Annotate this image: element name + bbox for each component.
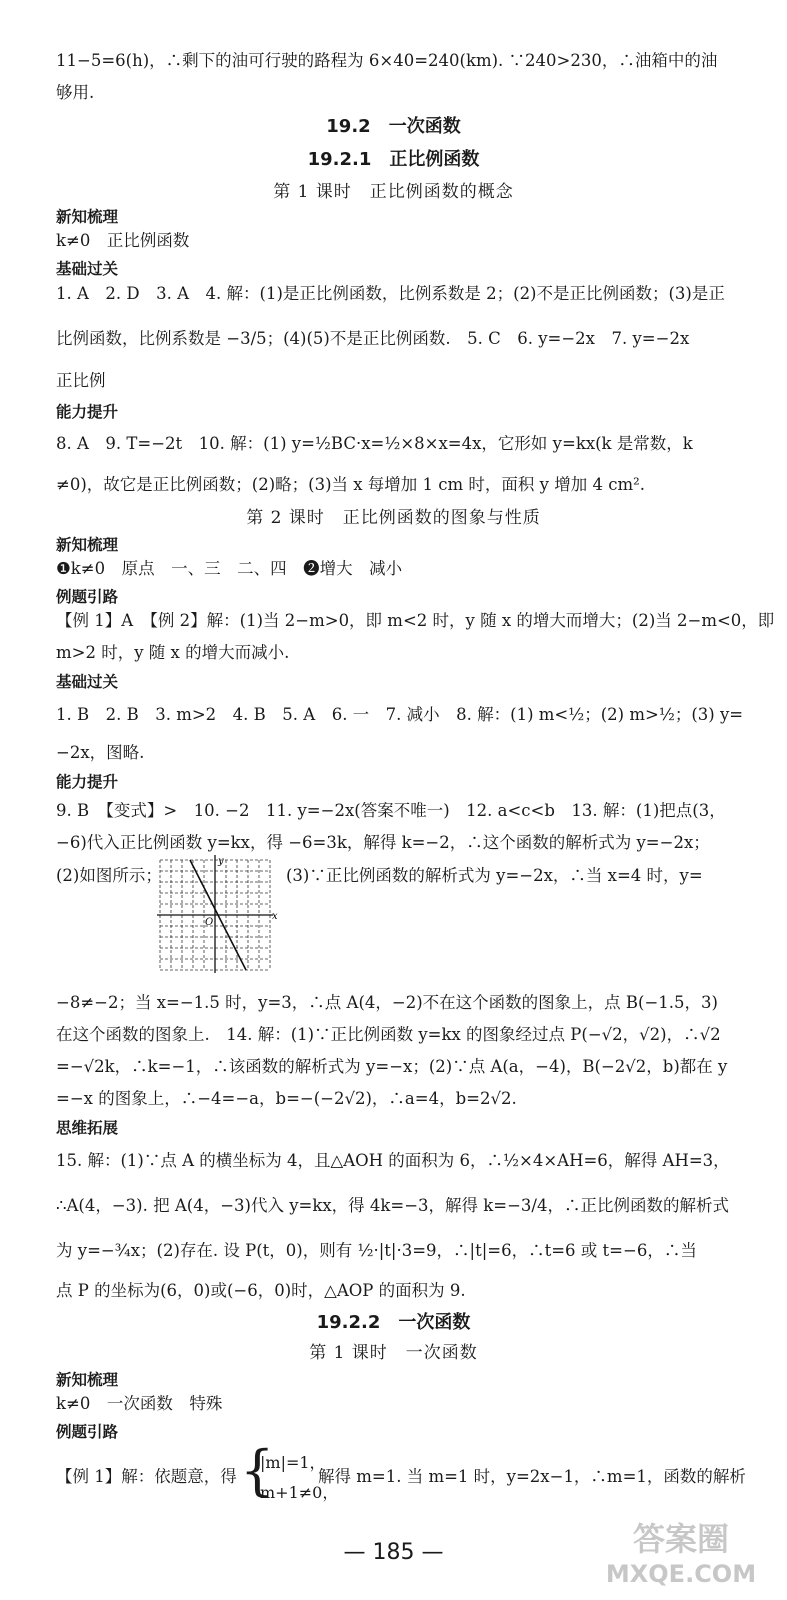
text-line: 为 y=−¾x；(2)存在. 设 P(t，0)，则有 ½·|t|·3=9，∴|t|=6，∴t=6 或 t=−6，∴当 — [56, 1241, 697, 1260]
subsection-title: 19.2.1 正比例函数 — [307, 149, 480, 170]
text-line: (3)∵正比例函数的解析式为 y=−2x，∴当 x=4 时，y= — [286, 866, 703, 885]
text-line: −8≠−2；当 x=−1.5 时，y=3，∴点 A(4，−2)不在这个函数的图象上，点 B(−1.5，3) — [56, 993, 718, 1012]
text-line: ≠0)，故它是正比例函数；(2)略；(3)当 x 每增加 1 cm 时，面积 y 增加 4 cm². — [56, 475, 645, 494]
lesson-title: 第 1 课时 一次函数 — [309, 1343, 478, 1363]
text-line: 在这个函数的图象上. 14. 解：(1)∵正比例函数 y=kx 的图象经过点 P(−√2，√2)，∴√2 — [56, 1025, 721, 1044]
block-heading: 例题引路 — [56, 588, 119, 606]
text-line: 解得 m=1. 当 m=1 时，y=2x−1，∴m=1，函数的解析 — [318, 1467, 746, 1486]
text-line: 1. A 2. D 3. A 4. 解：(1)是正比例函数，比例系数是 2；(2)不是正比例函数；(3)是正 — [56, 284, 725, 303]
text-line: −6)代入正比例函数 y=kx，得 −6=3k，解得 k=−2，∴这个函数的解析式为 y=−2x； — [56, 833, 710, 852]
text-line: k≠0 一次函数 特殊 — [56, 1394, 223, 1413]
text-line: 比例函数，比例系数是 −3/5；(4)(5)不是正比例函数. 5. C 6. y=−2x 7. y=−2x — [56, 329, 690, 348]
text-line: 9. B 【变式】> 10. −2 11. y=−2x(答案不唯一) 12. a<c<b 13. 解：(1)把点(3， — [56, 801, 726, 820]
y-axis-label: y — [218, 856, 224, 867]
section-title: 19.2 一次函数 — [326, 116, 461, 137]
text-line: ∴A(4，−3). 把 A(4，−3)代入 y=kx，得 4k=−3，解得 k=−3/4，∴正比例函数的解析式 — [56, 1196, 729, 1215]
block-heading: 新知梳理 — [56, 536, 119, 554]
block-heading: 基础过关 — [56, 260, 119, 278]
lesson-title: 第 2 课时 正比例函数的图象与性质 — [246, 508, 541, 528]
text-line: 正比例 — [56, 371, 106, 390]
text-line: k≠0 正比例函数 — [56, 231, 190, 250]
watermark-logo — [599, 1512, 769, 1592]
text-line: ❶k≠0 原点 一、三 二、四 ❷增大 减小 — [56, 559, 403, 578]
text-line: 【例 1】解：依题意，得 — [56, 1467, 237, 1486]
coordinate-grid-figure — [155, 855, 280, 975]
block-heading: 基础过关 — [56, 673, 119, 691]
text-line: 够用. — [56, 83, 95, 102]
text-line: (2)如图所示； — [56, 866, 162, 885]
text-line: 【例 1】A 【例 2】解：(1)当 2−m>0，即 m<2 时，y 随 x 的增大而增大；(2)当 2−m<0，即 — [56, 611, 775, 630]
lesson-title: 第 1 课时 正比例函数的概念 — [273, 182, 514, 202]
block-heading: 思维拓展 — [56, 1119, 119, 1137]
block-heading: 例题引路 — [56, 1423, 119, 1441]
block-heading: 能力提升 — [56, 773, 119, 791]
text-line: m>2 时，y 随 x 的增大而减小. — [56, 643, 290, 662]
text-line: 8. A 9. T=−2t 10. 解：(1) y=½BC·x=½×8×x=4x，它形如 y=kx(k 是常数，k — [56, 434, 693, 453]
block-heading: 新知梳理 — [56, 208, 119, 226]
text-line: 1. B 2. B 3. m>2 4. B 5. A 6. 一 7. 减小 8. 解：(1) m<½；(2) m>½；(3) y= — [56, 705, 744, 724]
text-line: =−√2k，∴k=−1，∴该函数的解析式为 y=−x；(2)∵点 A(a，−4)，B(−2√2，b)都在 y — [56, 1057, 728, 1076]
equation-system — [240, 1439, 339, 1508]
block-heading: 新知梳理 — [56, 1371, 119, 1389]
page-number: — 185 — — [343, 1540, 444, 1565]
x-axis-label: x — [272, 911, 278, 922]
svg-text:MXQE.COM: MXQE.COM — [605, 1560, 757, 1588]
text-line: =−x 的图象上，∴−4=−a，b=−(−2√2)，∴a=4，b=2√2. — [56, 1089, 517, 1108]
text-line: 15. 解：(1)∵点 A 的横坐标为 4，且△AOH 的面积为 6，∴½×4×AH=6，解得 AH=3， — [56, 1151, 730, 1170]
system-brace: { — [240, 1439, 275, 1502]
system-equation-1: |m|=1， — [260, 1453, 326, 1472]
subsection-title: 19.2.2 一次函数 — [316, 1312, 471, 1333]
origin-label: O — [205, 917, 214, 928]
svg-text:答案圈: 答案圈 — [632, 1520, 730, 1558]
system-equation-2: m+1≠0， — [260, 1483, 339, 1502]
text-line: 点 P 的坐标为(6，0)或(−6，0)时，△AOP 的面积为 9. — [56, 1281, 466, 1300]
block-heading: 能力提升 — [56, 403, 119, 421]
text-line: 11−5=6(h)，∴剩下的油可行驶的路程为 6×40=240(km). ∵240>230，∴油箱中的油 — [56, 51, 718, 70]
text-line: −2x，图略. — [56, 743, 145, 762]
